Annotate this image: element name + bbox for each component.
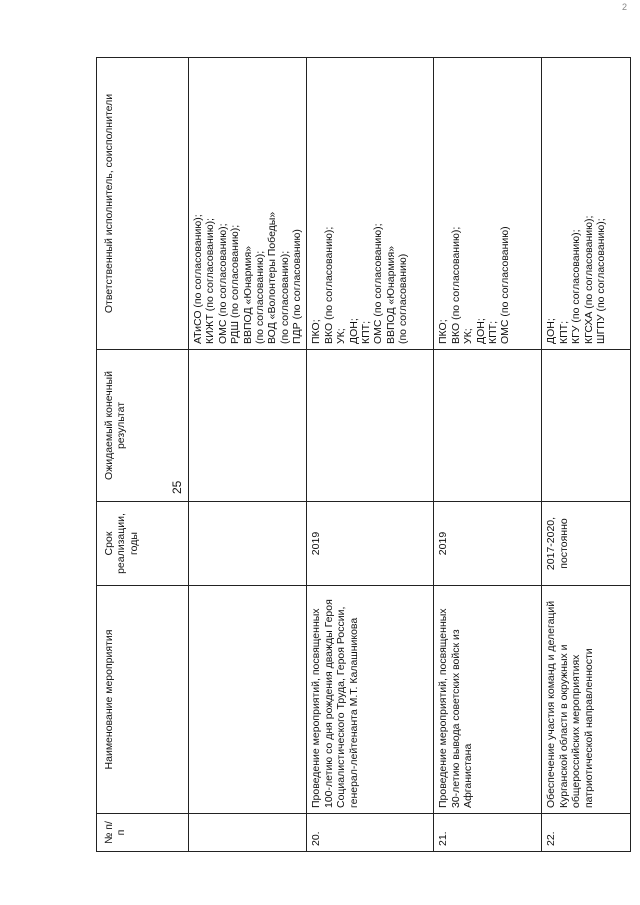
cell-name: Проведение мероприятий, посвященных 30-летию вывода советских войск из Афганистана [434,586,542,814]
header-num: № п/п [97,814,189,852]
table-row [189,58,307,852]
rotated-table-container [96,58,606,852]
cell-result [307,350,434,502]
cell-term: 2019 [434,502,542,586]
cell-result [542,350,631,502]
cell-term [189,502,307,586]
table-row [434,58,542,852]
cell-num: 21. [434,814,542,852]
cell-name [189,586,307,814]
cell-num: 22. [542,814,631,852]
table-header-row [97,58,189,852]
cell-result [189,350,307,502]
table-row [307,58,434,852]
header-result: Ожидаемый конечный результат [97,350,189,502]
cell-num: 20. [307,814,434,852]
header-name: Наименование мероприятия [97,586,189,814]
document-page [96,58,606,852]
header-executor: Ответственный исполнитель, соисполнители [97,58,189,350]
events-table [96,57,631,852]
page-number: 25 [170,480,184,494]
cell-name: Проведение мероприятий, посвященных 100-летию со дня рождения дважды Героя Социалистического Труда, Героя России, генерал-лейтенанта М.Т. Калашникова [307,586,434,814]
cell-term: 2017-2020, постоянно [542,502,631,586]
cell-executor: ПКО; ВКО (по согласованию); УК; ДОН; КПТ; ОМС (по согласованию); ВВПОД «Юнармия» (по согласованию) [307,58,434,350]
cell-name: Обеспечение участия команд и делегаций Курганской области в окружных и общероссийских мероприятиях патриотической направленности [542,586,631,814]
cell-num [189,814,307,852]
cell-term: 2019 [307,502,434,586]
cell-executor: ПКО; ВКО (по согласованию); УК; ДОН; КПТ; ОМС (по согласованию) [434,58,542,350]
table-row [542,58,631,852]
header-term: Срок реализации, годы [97,502,189,586]
corner-mark: 2 [622,2,628,12]
cell-executor: ДОН; КПТ; КГУ (по согласованию); КГСХА (по согласованию); ШГПУ (по согласованию); [542,58,631,350]
cell-executor: АТиСО (по согласованию); КИЖТ (по согласованию); ОМС (по согласованию); РДШ (по согласованию); ВВПОД «Юнармия» (по согласованию); ВОД «Волонтеры Победы» (по согласованию); ПДР (по согласованию) [189,58,307,350]
cell-result [434,350,542,502]
